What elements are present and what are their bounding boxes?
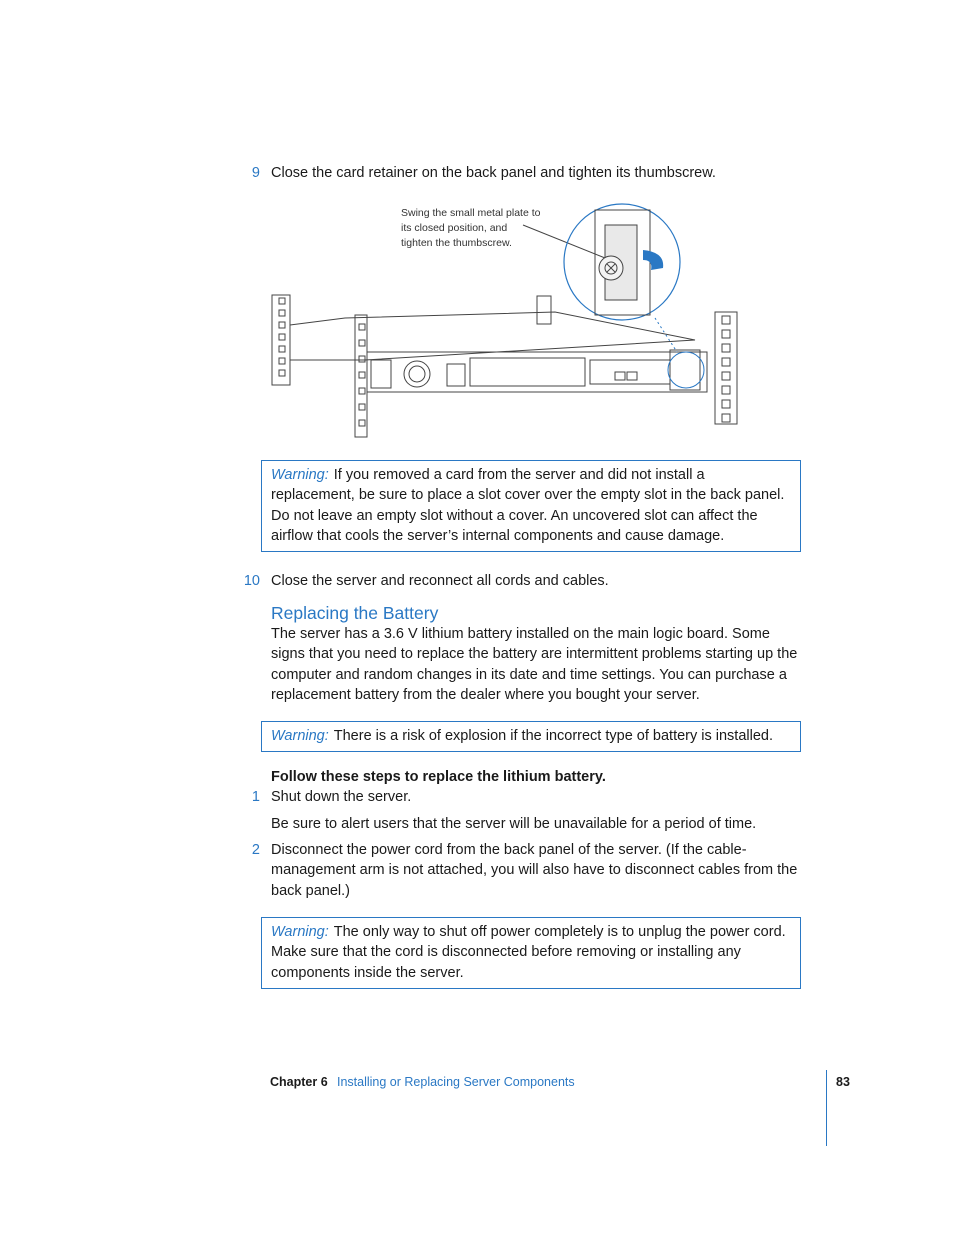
footer-divider [826, 1070, 827, 1146]
warning-text: The only way to shut off power completely is to unplug the power cord. Make sure that the cord is disconnected before removing or installing any components inside the server. [271, 924, 786, 981]
section-intro: The server has a 3.6 V lithium battery installed on the main logic board. Some signs that you need to replace the battery are intermittent problems starting up the computer and random changes in its date and time settings. You can purchase a replacement battery from the dealer where you bought your server. [271, 626, 798, 703]
footer-chapter: Chapter 6 [270, 1075, 328, 1089]
step-number-2: 2 [251, 842, 260, 858]
server-rack-illustration [265, 200, 755, 445]
warning-box-explosion [261, 721, 801, 752]
step-text-2: Disconnect the power cord from the back panel of the server. (If the cable-management arm is not attached, you will also have to disconnect cables from the back panel.) [271, 842, 798, 899]
warning-text: There is a risk of explosion if the incorrect type of battery is installed. [333, 728, 773, 744]
footer-chapter-title: Installing or Replacing Server Components [337, 1075, 575, 1089]
warning-box-airflow [261, 460, 801, 552]
step-text-10: Close the server and reconnect all cords and cables. [271, 573, 609, 589]
warning-label: Warning: [271, 924, 329, 940]
page-number: 83 [836, 1075, 850, 1089]
warning-box-power [261, 917, 801, 989]
step-sub-1: Be sure to alert users that the server will be unavailable for a period of time. [271, 816, 757, 832]
section-heading: Replacing the Battery [271, 603, 439, 623]
step-text-9: Close the card retainer on the back panel and tighten its thumbscrew. [271, 165, 716, 181]
figure-callout: Swing the small metal plate to its closed position, and tighten the thumbscrew. [401, 207, 541, 249]
step-text-1: Shut down the server. [271, 789, 412, 805]
warning-label: Warning: [271, 467, 329, 483]
warning-label: Warning: [271, 728, 329, 744]
steps-lead: Follow these steps to replace the lithium battery. [271, 769, 606, 785]
step-number-1: 1 [251, 789, 260, 805]
step-number-10: 10 [243, 573, 260, 589]
warning-text: If you removed a card from the server and did not install a replacement, be sure to place a slot cover over the empty slot in the back panel. Do not leave an empty slot without a cover. An uncovered slot can affect the airflow that cools the server’s internal components and cause damage. [271, 467, 785, 544]
step-number-9: 9 [251, 165, 260, 181]
